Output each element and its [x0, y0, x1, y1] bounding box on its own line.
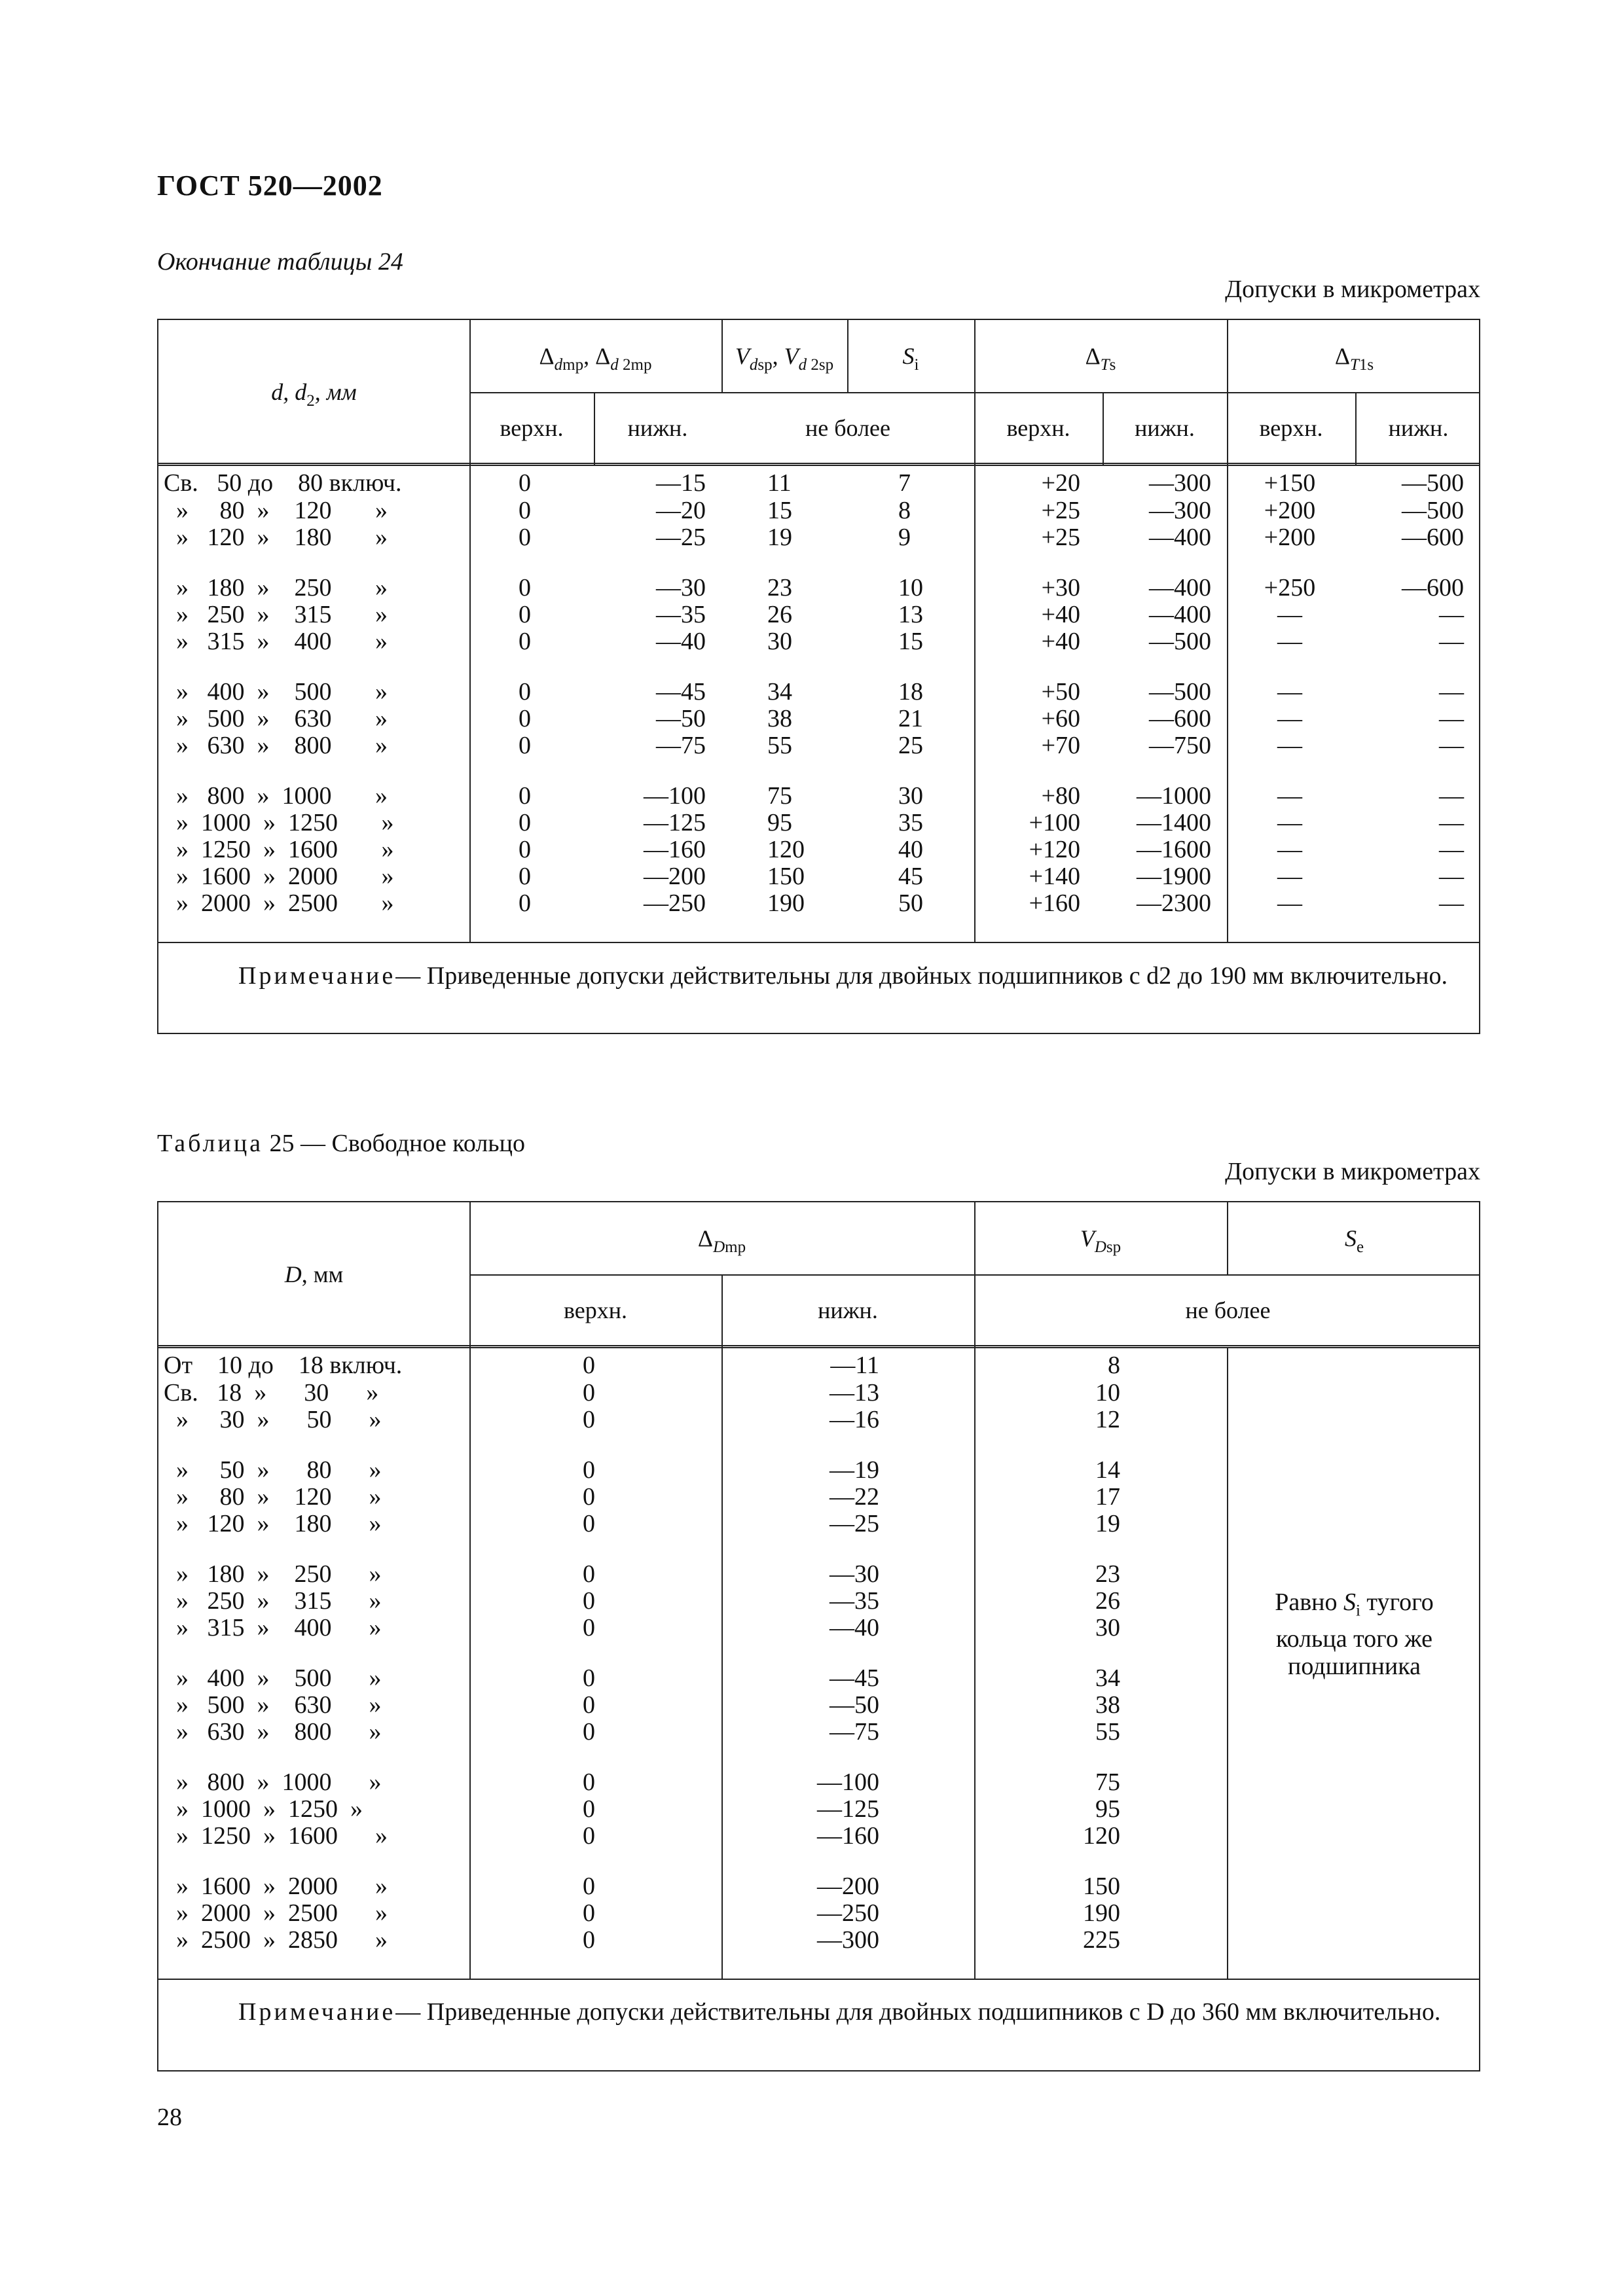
table-cell: —2300	[1137, 889, 1211, 917]
table-cell: » 1250 » 1600 »	[164, 836, 394, 863]
table25-units: Допуски в микрометрах	[1225, 1158, 1480, 1185]
table-cell: 95	[1095, 1795, 1120, 1823]
header-upper: верхн.	[500, 415, 564, 441]
table-cell: —200	[644, 863, 706, 890]
table-cell: +50	[1041, 678, 1080, 706]
header-upper: верхн.	[1259, 415, 1323, 441]
table-cell: +70	[1041, 732, 1080, 759]
table-cell: —600	[1402, 524, 1464, 551]
table-cell: —	[1439, 601, 1464, 628]
table-cell: —1900	[1137, 863, 1211, 890]
se-line-1: Равно $S_i$ тугого	[1275, 1588, 1434, 1620]
table-cell: —	[1277, 782, 1302, 810]
table-cell: +250	[1264, 574, 1316, 601]
table-cell: 0	[519, 601, 531, 628]
table-cell: 15	[898, 628, 923, 655]
table-cell: 19	[1095, 1510, 1120, 1537]
table-cell: —100	[817, 1768, 879, 1796]
table-cell: —	[1277, 628, 1302, 655]
table-cell: +160	[1029, 889, 1080, 917]
table-cell: +150	[1264, 469, 1316, 497]
table-cell: —25	[830, 1510, 879, 1537]
table-cell: 150	[1083, 1873, 1120, 1900]
table-cell: 10	[898, 574, 923, 601]
table-cell: » 180 » 250 »	[164, 574, 388, 601]
table25-note: Примечание— Приведенные допуски действительны для двойных подшипников с D до 360 мм включительно.	[238, 1998, 1441, 2026]
table-cell: —50	[656, 705, 706, 732]
se-line-2: кольца того же	[1276, 1624, 1432, 1653]
table-cell: 0	[583, 1822, 595, 1850]
table-cell: 0	[519, 574, 531, 601]
table-cell: 45	[898, 863, 923, 890]
table-cell: +100	[1029, 809, 1080, 836]
table-cell: 14	[1095, 1456, 1120, 1484]
se-line-3: подшипника	[1288, 1652, 1421, 1680]
table-cell: 26	[767, 601, 792, 628]
table-cell: +140	[1029, 863, 1080, 890]
header-si: $S_i$	[902, 343, 919, 374]
table-cell: —250	[644, 889, 706, 917]
table-cell: » 400 » 500 »	[164, 678, 388, 706]
table-cell: От 10 до 18 включ.	[164, 1352, 403, 1379]
header-lower: нижн.	[1135, 415, 1195, 441]
table-cell: 25	[898, 732, 923, 759]
header-delta-ts: $\Delta_{Ts}$	[1085, 343, 1116, 374]
table-cell: —	[1439, 889, 1464, 917]
table-cell: 15	[767, 497, 792, 524]
table-cell: » 630 » 800 »	[164, 1718, 382, 1746]
table-cell: » 250 » 315 »	[164, 601, 388, 628]
header-delta-dmp: $\Delta_{dmp}$, $\Delta_{d 2mp}$	[539, 343, 652, 374]
table-cell: —	[1277, 705, 1302, 732]
table-cell: 0	[583, 1456, 595, 1484]
table-cell: —25	[656, 524, 706, 551]
table-cell: 19	[767, 524, 792, 551]
table-cell: —75	[656, 732, 706, 759]
table-cell: 8	[1108, 1352, 1120, 1379]
table-cell: » 120 » 180 »	[164, 1510, 382, 1537]
table-cell: —750	[1149, 732, 1211, 759]
table-cell: —	[1439, 732, 1464, 759]
table-cell: » 315 » 400 »	[164, 628, 388, 655]
table-cell: » 315 » 400 »	[164, 1614, 382, 1641]
table-cell: 0	[519, 628, 531, 655]
table-cell: —600	[1402, 574, 1464, 601]
table24-units: Допуски в микрометрах	[1225, 276, 1480, 303]
table-cell: 0	[519, 497, 531, 524]
table-cell: 55	[1095, 1718, 1120, 1746]
table-cell: +120	[1029, 836, 1080, 863]
table-cell: +200	[1264, 497, 1316, 524]
header-delta-Dmp: $\Delta_{Dmp}$	[697, 1225, 746, 1256]
table-cell: 190	[1083, 1899, 1120, 1927]
table-cell: » 800 » 1000 »	[164, 782, 388, 810]
table-cell: 0	[519, 782, 531, 810]
table-cell: 0	[583, 1587, 595, 1615]
table-cell: —300	[1149, 497, 1211, 524]
table-cell: 10	[1095, 1379, 1120, 1407]
table-cell: 95	[767, 809, 792, 836]
table-cell: 18	[898, 678, 923, 706]
table-cell: » 2000 » 2500 »	[164, 1899, 388, 1927]
table-cell: 34	[767, 678, 792, 706]
table-cell: —500	[1149, 678, 1211, 706]
table-cell: —16	[830, 1406, 879, 1433]
table-cell: 23	[1095, 1560, 1120, 1588]
table-cell: 34	[1095, 1664, 1120, 1692]
table-cell: +40	[1041, 601, 1080, 628]
table-cell: 0	[583, 1614, 595, 1641]
table-cell: —500	[1402, 497, 1464, 524]
table-cell: —600	[1149, 705, 1211, 732]
table24-note: Примечание— Приведенные допуски действительны для двойных подшипников с d2 до 190 мм включительно.	[238, 962, 1448, 990]
table-cell: —40	[830, 1614, 879, 1641]
table-cell: —	[1277, 732, 1302, 759]
table-cell: —500	[1402, 469, 1464, 497]
table-cell: —400	[1149, 601, 1211, 628]
table-cell: 0	[583, 1926, 595, 1954]
table-cell: 0	[583, 1664, 595, 1692]
table-cell: +30	[1041, 574, 1080, 601]
table-cell: 0	[583, 1510, 595, 1537]
table-cell: 13	[898, 601, 923, 628]
header-not-more: не более	[805, 415, 890, 441]
table-cell: » 630 » 800 »	[164, 732, 388, 759]
table-cell: 0	[519, 678, 531, 706]
table-cell: 35	[898, 809, 923, 836]
table25-caption: Таблица 25 — Свободное кольцо	[157, 1130, 525, 1157]
table-cell: » 400 » 500 »	[164, 1664, 382, 1692]
table-cell: 40	[898, 836, 923, 863]
table-cell: —50	[830, 1691, 879, 1719]
table-cell: —400	[1149, 524, 1211, 551]
header-lower: нижн.	[627, 415, 688, 441]
header-d-mm: d, $d_2$, мм	[271, 379, 357, 410]
table-cell: —125	[817, 1795, 879, 1823]
table-cell: +25	[1041, 524, 1080, 551]
table-cell: 120	[1083, 1822, 1120, 1850]
table-cell: 0	[519, 732, 531, 759]
table-cell: —	[1439, 836, 1464, 863]
table-cell: 225	[1083, 1926, 1120, 1954]
se-equal-note	[1227, 1588, 1482, 1680]
table-cell: 26	[1095, 1587, 1120, 1615]
table-cell: —200	[817, 1873, 879, 1900]
table-cell: 75	[767, 782, 792, 810]
table-cell: 120	[767, 836, 805, 863]
table-cell: 30	[1095, 1614, 1120, 1641]
table-cell: 0	[519, 863, 531, 890]
table-cell: 0	[583, 1560, 595, 1588]
header-delta-t1s: $\Delta_{T1s}$	[1334, 343, 1374, 374]
table-cell: 0	[583, 1483, 595, 1511]
table-cell: —35	[656, 601, 706, 628]
table-cell: 0	[583, 1406, 595, 1433]
header-lower: нижн.	[1388, 415, 1449, 441]
table-cell: —500	[1149, 628, 1211, 655]
table-cell: » 80 » 120 »	[164, 497, 388, 524]
table-cell: —100	[644, 782, 706, 810]
table-cell: +20	[1041, 469, 1080, 497]
header-not-more: не более	[1185, 1297, 1271, 1323]
table-cell: » 180 » 250 »	[164, 1560, 382, 1588]
table-cell: —	[1439, 809, 1464, 836]
table24-caption: Окончание таблицы 24	[157, 248, 403, 276]
table-cell: » 1000 » 1250 »	[164, 809, 394, 836]
table-cell: 0	[583, 1873, 595, 1900]
table-cell: 0	[519, 889, 531, 917]
table-cell: —	[1277, 836, 1302, 863]
page-number: 28	[157, 2104, 182, 2131]
table-cell: 0	[583, 1352, 595, 1379]
table-cell: 38	[767, 705, 792, 732]
table-cell: —250	[817, 1899, 879, 1927]
table-cell: —	[1277, 863, 1302, 890]
table-cell: +40	[1041, 628, 1080, 655]
table-cell: —	[1439, 782, 1464, 810]
table-cell: 0	[519, 809, 531, 836]
table-cell: —30	[656, 574, 706, 601]
table-cell: Св. 50 до 80 включ.	[164, 469, 402, 497]
table-cell: 7	[898, 469, 911, 497]
table-cell: —	[1439, 705, 1464, 732]
table-cell: —	[1277, 601, 1302, 628]
table-cell: 17	[1095, 1483, 1120, 1511]
table-cell: —11	[830, 1352, 879, 1379]
header-D-mm: D, мм	[284, 1261, 344, 1287]
table-cell: 0	[519, 705, 531, 732]
table-cell: +60	[1041, 705, 1080, 732]
header-VDsp: $V_{Dsp}$	[1080, 1225, 1122, 1256]
table-cell: —35	[830, 1587, 879, 1615]
table-cell: » 250 » 315 »	[164, 1587, 382, 1615]
table-cell: —160	[644, 836, 706, 863]
table-cell: 0	[583, 1691, 595, 1719]
table-cell: » 2500 » 2850 »	[164, 1926, 388, 1954]
header-se: $S_e$	[1344, 1225, 1364, 1256]
table-cell: 0	[519, 524, 531, 551]
document-title: ГОСТ 520—2002	[157, 170, 383, 202]
table-cell: 0	[583, 1718, 595, 1746]
table-cell: » 1600 » 2000 »	[164, 1873, 388, 1900]
table-cell: —	[1439, 863, 1464, 890]
table-cell: —	[1439, 628, 1464, 655]
header-vdsp: $V_{dsp}$, $V_{d 2sp}$	[735, 343, 834, 374]
table-cell: » 1600 » 2000 »	[164, 863, 394, 890]
table-cell: » 1000 » 1250 »	[164, 1795, 363, 1823]
table-25	[157, 1201, 1480, 2072]
table-cell: 30	[898, 782, 923, 810]
header-upper: верхн.	[1006, 415, 1070, 441]
table-cell: 12	[1095, 1406, 1120, 1433]
table-cell: 0	[583, 1899, 595, 1927]
table-cell: 55	[767, 732, 792, 759]
table-cell: 190	[767, 889, 805, 917]
table-cell: —	[1439, 678, 1464, 706]
table-cell: » 80 » 120 »	[164, 1483, 382, 1511]
table-cell: —30	[830, 1560, 879, 1588]
table-cell: —20	[656, 497, 706, 524]
header-upper: верхн.	[563, 1297, 628, 1323]
table-cell: » 30 » 50 »	[164, 1406, 382, 1433]
table-cell: —	[1277, 889, 1302, 917]
table-cell: —160	[817, 1822, 879, 1850]
table-cell: —19	[830, 1456, 879, 1484]
table-cell: —45	[830, 1664, 879, 1692]
table-cell: —400	[1149, 574, 1211, 601]
table-cell: 8	[898, 497, 911, 524]
table-cell: —1000	[1137, 782, 1211, 810]
table-cell: 150	[767, 863, 805, 890]
table-cell: 9	[898, 524, 911, 551]
table-cell: —75	[830, 1718, 879, 1746]
table-cell: 0	[583, 1795, 595, 1823]
table-cell: Св. 18 » 30 »	[164, 1379, 379, 1407]
table-cell: » 500 » 630 »	[164, 1691, 382, 1719]
table-cell: —1400	[1137, 809, 1211, 836]
table-cell: —	[1277, 809, 1302, 836]
table-cell: —300	[1149, 469, 1211, 497]
table-cell: 75	[1095, 1768, 1120, 1796]
table-cell: —15	[656, 469, 706, 497]
table-cell: +25	[1041, 497, 1080, 524]
table-cell: 21	[898, 705, 923, 732]
table-cell: 38	[1095, 1691, 1120, 1719]
table-cell: —	[1277, 678, 1302, 706]
table-24	[157, 319, 1480, 1034]
table-cell: 0	[519, 836, 531, 863]
table-cell: —300	[817, 1926, 879, 1954]
table-cell: 30	[767, 628, 792, 655]
table-cell: 0	[519, 469, 531, 497]
table-cell: +80	[1041, 782, 1080, 810]
table-cell: 0	[583, 1768, 595, 1796]
table-cell: 11	[767, 469, 792, 497]
table-cell: » 120 » 180 »	[164, 524, 388, 551]
table-cell: —1600	[1137, 836, 1211, 863]
table-cell: +200	[1264, 524, 1316, 551]
table-cell: —125	[644, 809, 706, 836]
table-cell: » 1250 » 1600 »	[164, 1822, 388, 1850]
table-cell: —13	[830, 1379, 879, 1407]
table-cell: —22	[830, 1483, 879, 1511]
header-lower: нижн.	[818, 1297, 878, 1323]
table-cell: » 50 » 80 »	[164, 1456, 382, 1484]
table-cell: —45	[656, 678, 706, 706]
table-cell: 50	[898, 889, 923, 917]
table-cell: » 500 » 630 »	[164, 705, 388, 732]
table-cell: 23	[767, 574, 792, 601]
table-cell: 0	[583, 1379, 595, 1407]
table-cell: » 800 » 1000 »	[164, 1768, 382, 1796]
table-cell: —40	[656, 628, 706, 655]
table-cell: » 2000 » 2500 »	[164, 889, 394, 917]
